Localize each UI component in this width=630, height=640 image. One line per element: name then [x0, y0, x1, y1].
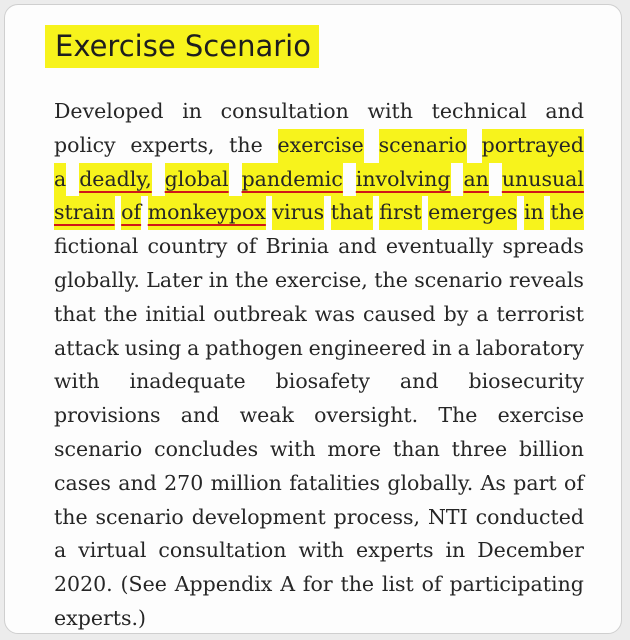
word: development [191, 504, 326, 529]
word: and [118, 470, 157, 495]
word: biosafety [275, 369, 370, 394]
word: policy [54, 132, 116, 157]
text-line [54, 602, 584, 636]
word: the [103, 301, 138, 326]
word: eventually [385, 234, 494, 259]
word: experts.) [54, 605, 147, 630]
underlined-word: unusual [502, 163, 584, 197]
text-line [54, 129, 584, 163]
word: fatalities [289, 470, 381, 495]
word: with [54, 369, 100, 394]
word: consultation [158, 538, 287, 563]
word: than [392, 436, 440, 461]
word: 270 [164, 470, 204, 495]
highlighted-word: that [331, 196, 373, 230]
word: Later [146, 267, 203, 292]
word: December [477, 538, 584, 563]
word: biosecurity [468, 369, 584, 394]
word: scenario [54, 436, 143, 461]
word: Brinia [265, 234, 329, 259]
word: oversight. [314, 403, 419, 428]
word: initial [145, 301, 206, 326]
word: list [381, 572, 414, 597]
word: virtual [78, 538, 147, 563]
word: billion [519, 436, 584, 461]
word: in [208, 267, 229, 292]
word: outbreak [213, 301, 307, 326]
article-card [4, 4, 622, 634]
word: the [54, 504, 88, 529]
word: in [432, 335, 452, 360]
underlined-word: deadly, [79, 163, 152, 197]
underlined-word: pandemic [242, 163, 343, 197]
underlined-word: monkeypox [148, 196, 266, 230]
text-line [54, 95, 584, 129]
word: scenario [95, 504, 184, 529]
word: three [451, 436, 508, 461]
word: a [476, 301, 489, 326]
word: in [182, 99, 202, 123]
word: Developed [54, 99, 164, 123]
word: and [399, 369, 439, 394]
text-line [54, 332, 584, 366]
word: with [298, 538, 345, 563]
word: and [338, 234, 377, 259]
word: globally. [54, 267, 140, 292]
highlighted-word: exercise [278, 129, 364, 163]
word: caused [363, 301, 436, 326]
word: As [480, 470, 506, 495]
highlighted-word: virus [272, 196, 324, 230]
word: of [236, 234, 257, 259]
word: 2020. [54, 572, 113, 597]
word: globally. [387, 470, 474, 495]
highlighted-word: first [379, 196, 421, 230]
word: exercise, [274, 267, 368, 292]
highlighted-word: in [524, 196, 544, 230]
body-paragraph [54, 95, 584, 636]
word: fictional [54, 234, 139, 259]
word: consultation [220, 99, 349, 123]
word: process, [333, 504, 421, 529]
word: NTI [427, 504, 468, 529]
underlined-word: global [165, 163, 229, 197]
heading-wrap [45, 25, 319, 68]
word: The [438, 403, 478, 428]
word: attack [54, 335, 119, 360]
text-line [54, 433, 584, 467]
word: provisions [54, 403, 161, 428]
text-line [54, 534, 584, 568]
word: a [187, 335, 200, 360]
word: reveals [508, 267, 584, 292]
underlined-word: an [463, 163, 488, 197]
text-line [54, 399, 584, 433]
word: the [234, 267, 269, 292]
word: technical [431, 99, 527, 123]
text-line [54, 501, 584, 535]
word: by [443, 301, 469, 326]
word: of [563, 470, 584, 495]
text-line [54, 568, 584, 602]
word: was [314, 301, 356, 326]
word: in [445, 538, 466, 563]
word: laboratory [475, 335, 584, 360]
underlined-word: strain [54, 196, 115, 230]
text-line [54, 264, 584, 298]
highlighted-word: a [54, 163, 66, 197]
text-line [54, 365, 584, 399]
word: pathogen [205, 335, 303, 360]
word: a [457, 335, 470, 360]
word: engineered [308, 335, 427, 360]
text-line [54, 230, 584, 264]
highlighted-word: scenario [379, 129, 467, 163]
word: million [210, 470, 282, 495]
word: Appendix [174, 572, 273, 597]
word: the [229, 132, 263, 157]
highlighted-word: portrayed [482, 129, 584, 163]
word: scenario [414, 267, 503, 292]
word: country [147, 234, 228, 259]
underlined-word: involving [356, 163, 451, 197]
underlined-word: of [121, 196, 141, 230]
word: participating [449, 572, 584, 597]
word: and [180, 403, 220, 428]
word: spreads [502, 234, 584, 259]
word: conducted [475, 504, 584, 529]
text-line [54, 163, 584, 197]
word: experts [356, 538, 434, 563]
word: cases [54, 470, 111, 495]
word: a [54, 538, 67, 563]
highlighted-word: emerges [428, 196, 517, 230]
word: the [374, 267, 408, 292]
word: with [270, 436, 316, 461]
section-heading: Exercise Scenario [45, 25, 319, 68]
text-line [54, 298, 584, 332]
word: the [340, 572, 375, 597]
word: and [545, 99, 584, 123]
word: with [367, 99, 413, 123]
highlighted-word: the [550, 196, 584, 230]
word: that [54, 301, 96, 326]
word: exercise [497, 403, 584, 428]
word: using [124, 335, 182, 360]
word: (See [120, 572, 167, 597]
word: A [280, 572, 296, 597]
word: of [421, 572, 442, 597]
word: for [302, 572, 333, 597]
word: weak [239, 403, 294, 428]
word: more [327, 436, 382, 461]
word: inadequate [129, 369, 246, 394]
text-line [54, 196, 584, 230]
word: concludes [154, 436, 259, 461]
word: part [513, 470, 557, 495]
word: terrorist [496, 301, 584, 326]
text-line [54, 467, 584, 501]
word: experts, [130, 132, 215, 157]
